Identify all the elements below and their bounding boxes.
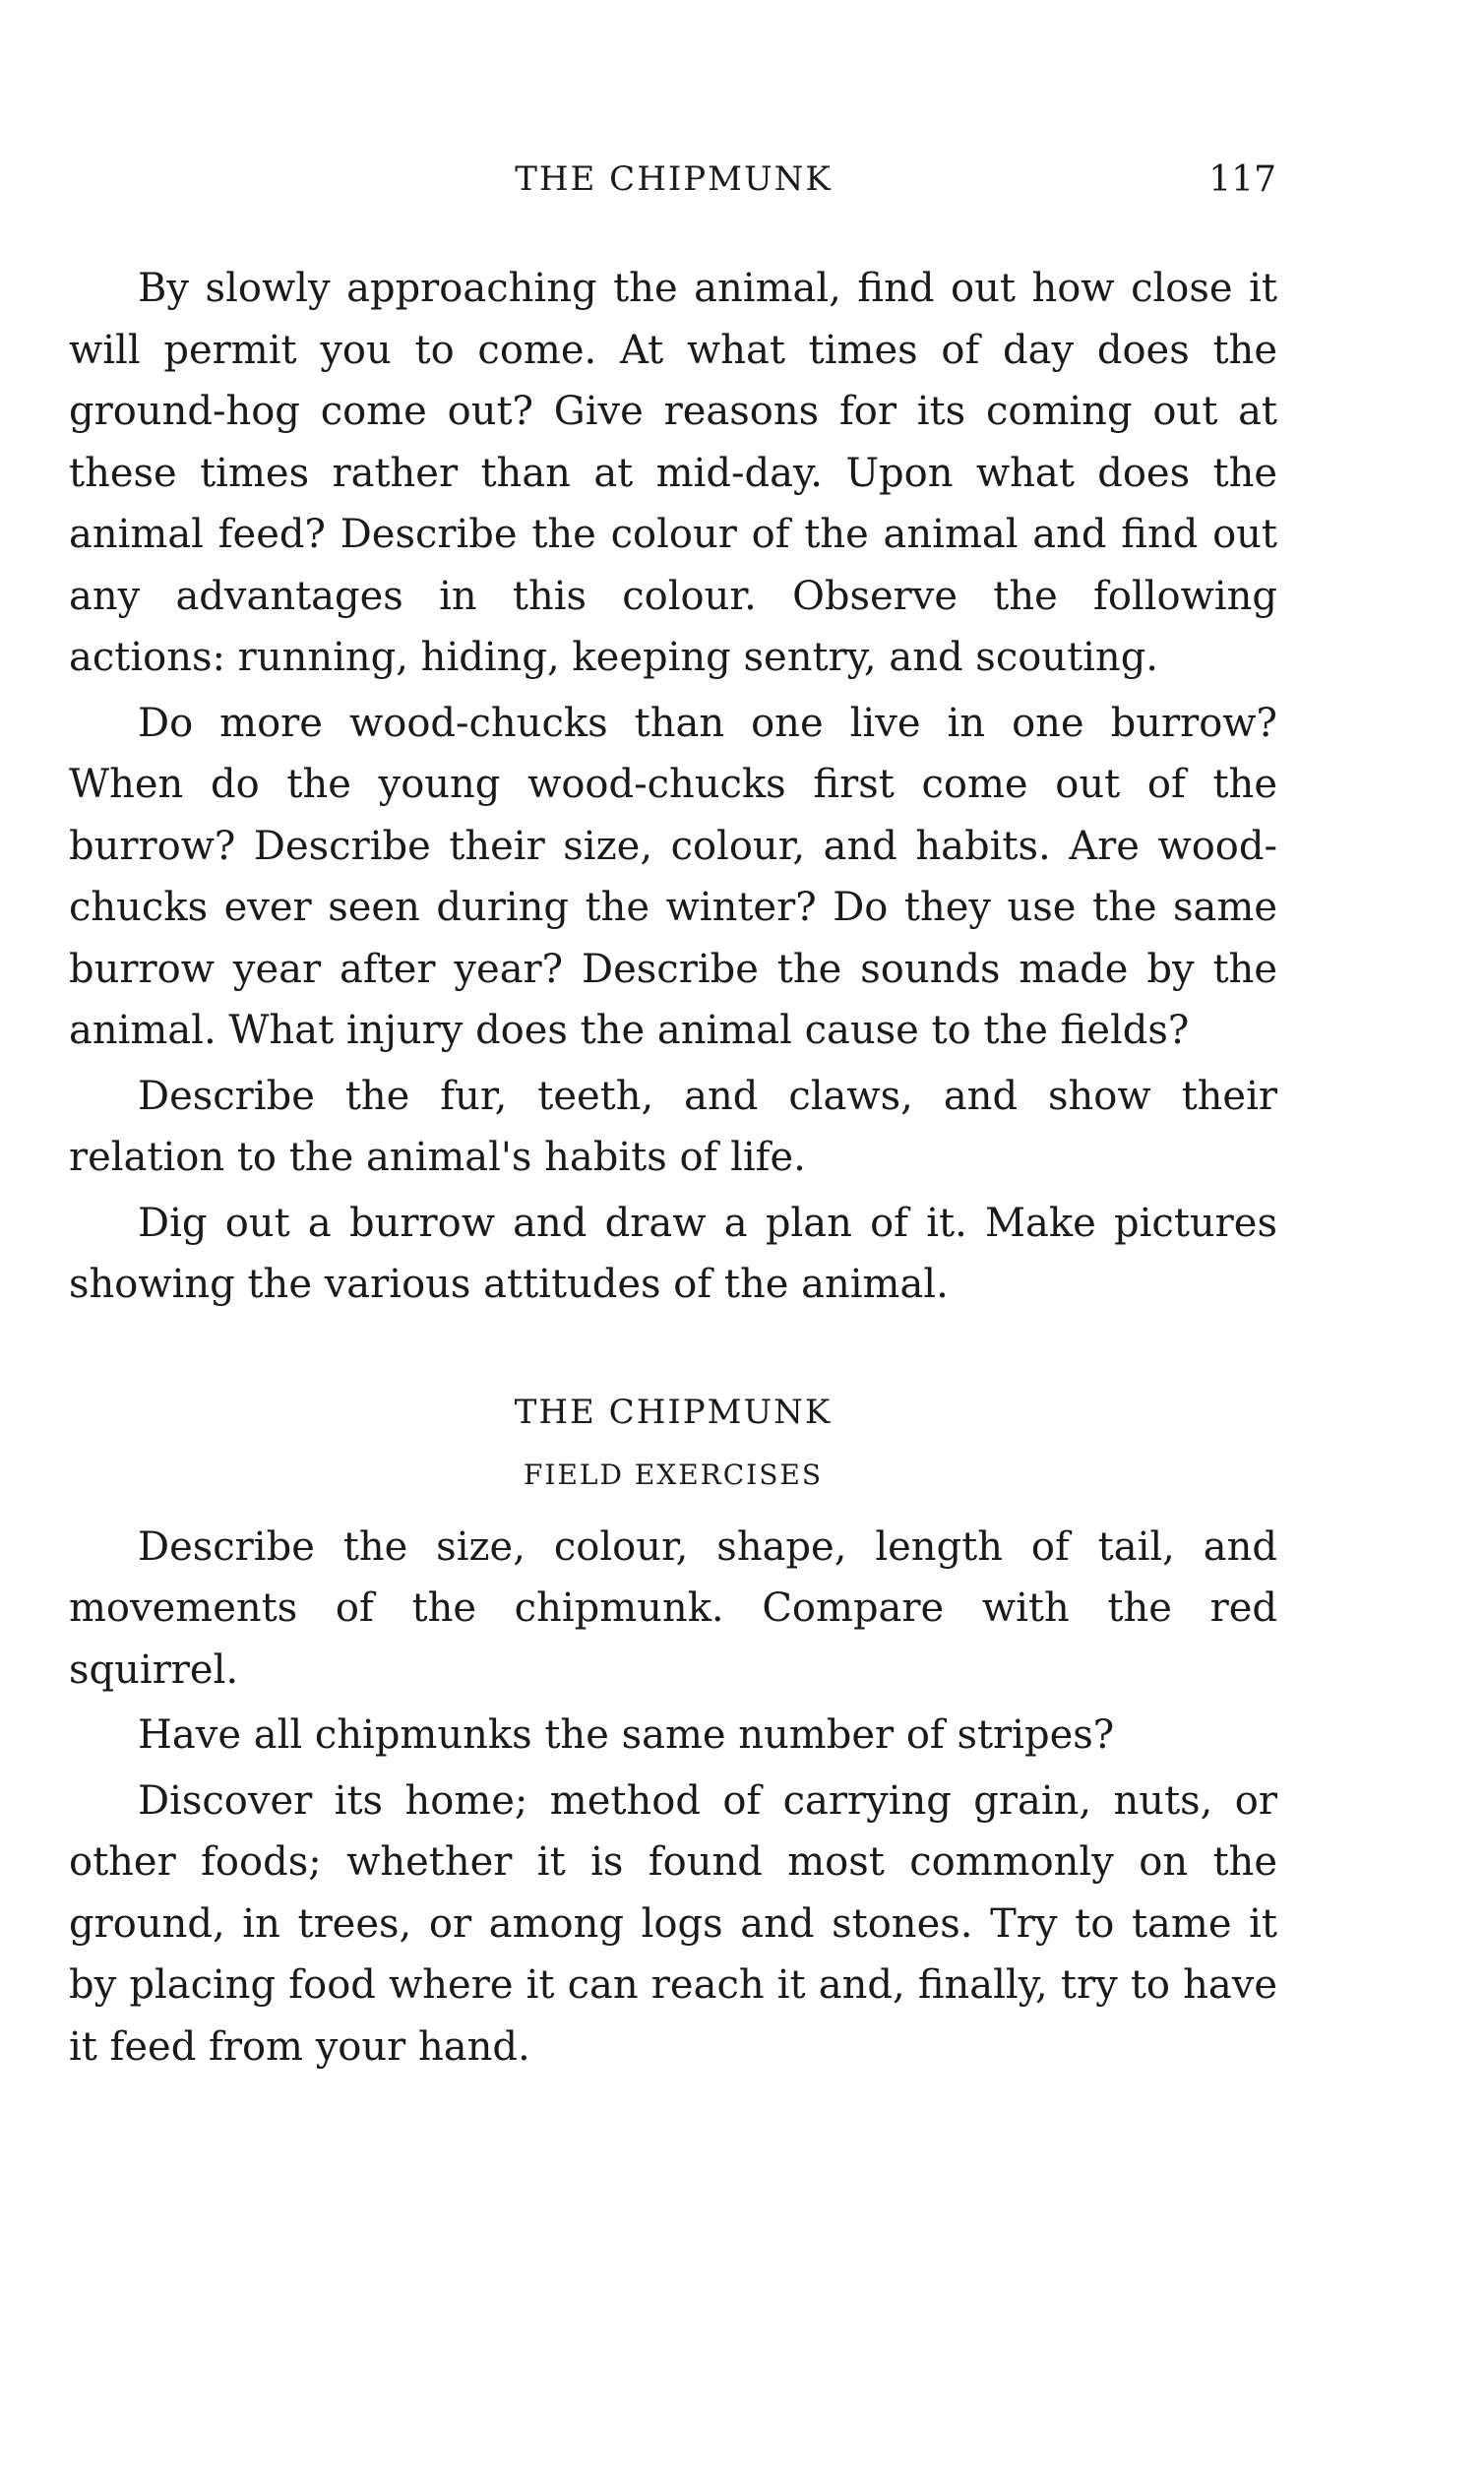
running-title: THE CHIPMUNK <box>515 159 833 199</box>
section-subtitle: FIELD EXERCISES <box>523 1458 824 1491</box>
paragraph: Do more wood-chucks than one live in one burrow? When do the young wood-chucks first come out of the burrow? Describe their size, colour, and habits. Are wood-chucks ever seen during the winter? Do they use the same burrow year after year? Describe the sounds made by the animal. What injury does the animal cause to the fields? <box>69 700 1277 1053</box>
paragraph: Describe the size, colour, shape, length of tail, and movements of the chipmunk. Compare with the red squirrel. <box>69 1523 1277 1693</box>
paragraph: Discover its home; method of carrying grain, nuts, or other foods; whether it is found most commonly on the ground, in trees, or among logs and stones. Try to tame it by placing food where it can reach it and, finally, try to have it feed from your hand. <box>69 1777 1277 2070</box>
page-number: 117 <box>1208 159 1276 200</box>
paragraph: Describe the fur, teeth, and claws, and show their relation to the animal's habits of life. <box>69 1073 1277 1180</box>
paragraph: Have all chipmunks the same number of stripes? <box>138 1712 1115 1758</box>
paragraph: By slowly approaching the animal, find out how close it will permit you to come. At what times of day does the ground-hog come out? Give reasons for its coming out at these times rather than at mid-day. Upon what does the animal feed? Describe the colour of the animal and find out any advantages in this colour. Observe the following actions: running, hiding, keeping sentry, and scouting. <box>69 266 1277 680</box>
body-text <box>69 258 1277 2081</box>
paragraph: Dig out a burrow and draw a plan of it. Make pictures showing the various attitudes of the animal. <box>69 1200 1277 1307</box>
section-title: THE CHIPMUNK <box>514 1392 833 1432</box>
running-head <box>71 159 1276 209</box>
